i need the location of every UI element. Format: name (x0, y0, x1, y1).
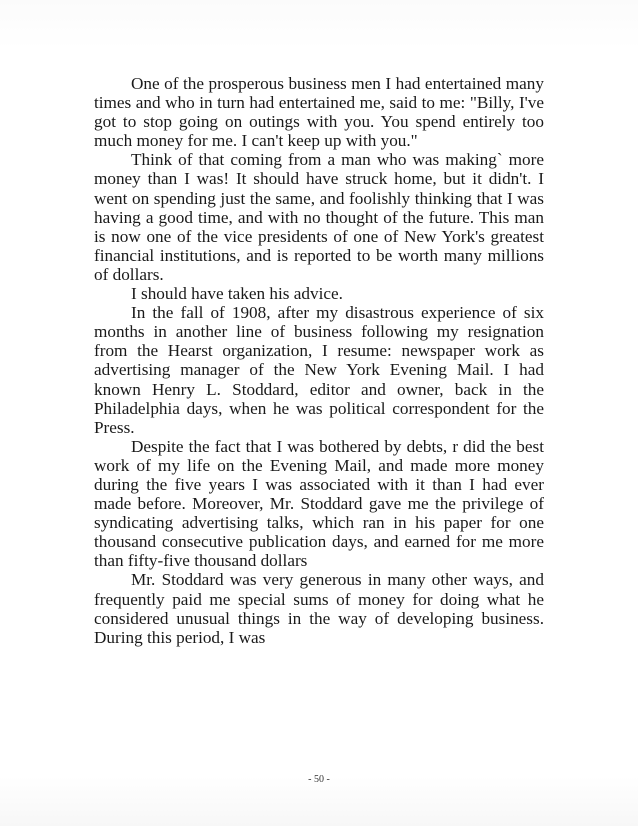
paragraph-5: Despite the fact that I was bothered by debts, r did the best work of my life on the Evening Mail, and made more money during the five years I was associated with it than I had ever made before. Moreover, Mr. Stoddard gave me the privilege of syndicating advertising talks, which ran in his paper for one thousand consecutive publication days, and earned for me more than fifty-five thousand dollars (94, 436, 544, 571)
paragraph-6: Mr. Stoddard was very generous in many other ways, and frequently paid me special sums of money for doing what he considered unusual things in the way of developing business. During this period, I was (94, 570, 544, 647)
paragraph-1: One of the prosperous business men I had entertained many times and who in turn had entertained me, said to me: "Billy, I've got to stop going on outings with you. You spend entirely too much money for me. I can't keep up with you." (94, 74, 544, 151)
paragraph-2: Think of that coming from a man who was making` more money than I was! It should have struck home, but it didn't. I went on spending just the same, and foolishly thinking that I was having a good time, and with no thought of the future. This man is now one of the vice presidents of one of New York's greatest financial institutions, and is reported to be worth many millions of dollars. (94, 150, 544, 284)
paragraph-3: I should have taken his advice. (131, 284, 343, 304)
paragraph-4: In the fall of 1908, after my disastrous experience of six months in another line of business following my resignation from the Hearst organization, I resume: newspaper work as advertising manager of the New York Evening Mail. I had known Henry L. Stoddard, editor and owner, back in the Philadelphia days, when he was political correspondent for the Press. (94, 303, 544, 437)
page-number: - 50 - (308, 774, 330, 785)
body-text (94, 74, 544, 647)
